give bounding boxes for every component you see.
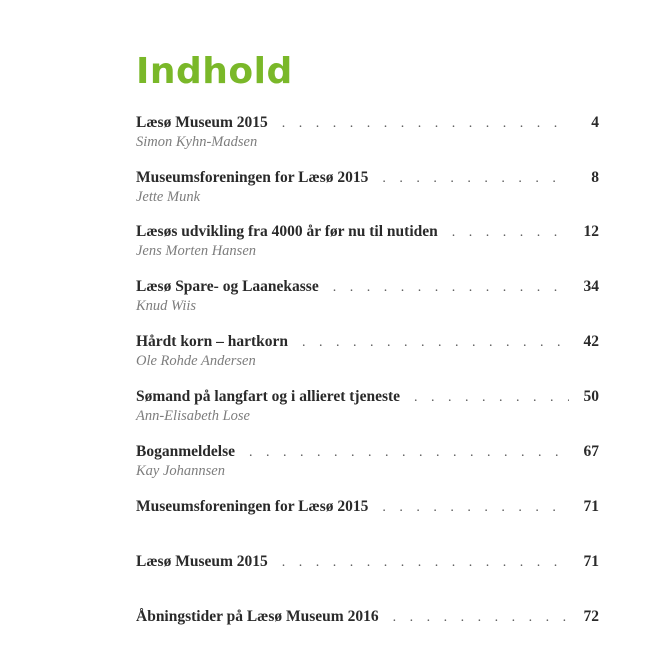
toc-entry-title: Boganmeldelse <box>136 443 236 460</box>
dot-leader <box>268 553 569 573</box>
toc-entry-title: Læsø Museum 2015 <box>136 553 268 570</box>
dot-leader <box>268 114 569 134</box>
toc-entry-line <box>136 497 599 517</box>
dot-leader <box>235 443 569 463</box>
toc-entry-title: Læsø Museum 2015 <box>136 114 268 131</box>
toc-entry-title: Hårdt korn – hartkorn <box>136 333 288 350</box>
toc-entry-line <box>136 442 599 462</box>
toc-entry-page: 42 <box>583 333 599 350</box>
toc-entry-title: Museumsforeningen for Læsø 2015 <box>136 498 369 515</box>
toc-entry-line <box>136 168 599 188</box>
toc-entry-line <box>136 277 599 297</box>
toc-entry-author: Ole Rohde Andersen <box>136 353 256 369</box>
dot-leader <box>438 223 569 243</box>
dot-leader <box>319 278 569 298</box>
toc-entry-title: Museumsforeningen for Læsø 2015 <box>136 169 369 186</box>
toc-entry-line <box>136 113 599 133</box>
toc-entry-line <box>136 332 599 352</box>
dot-leader <box>400 388 569 408</box>
dot-leader <box>368 498 569 518</box>
toc-entry-page: 72 <box>583 608 599 625</box>
toc-entry-title: Læsø Spare- og Laanekasse <box>136 278 319 295</box>
toc-entry <box>136 168 599 207</box>
toc-entry-line <box>136 552 599 572</box>
toc-entry-author: Kay Johannsen <box>136 463 225 479</box>
toc-entry-title: Læsøs udvikling fra 4000 år før nu til nutiden <box>136 223 438 240</box>
toc-entry <box>136 442 599 481</box>
toc-entry-author: Simon Kyhn-Madsen <box>136 134 258 150</box>
toc-entry-line <box>136 607 599 627</box>
toc-entry-line <box>136 387 599 407</box>
dot-leader <box>368 169 569 189</box>
toc-entry-page: 12 <box>583 223 599 240</box>
toc-entry-author: Jens Morten Hansen <box>136 243 257 259</box>
toc-entry-author: Knud Wiis <box>136 298 197 314</box>
toc-entry-line <box>136 222 599 242</box>
toc-entry <box>136 552 599 572</box>
dot-leader <box>379 608 569 628</box>
toc-entry-title: Åbningstider på Læsø Museum 2016 <box>136 608 379 625</box>
toc-entry <box>136 332 599 371</box>
page-title: Indhold <box>136 51 293 92</box>
dot-leader <box>288 333 569 353</box>
toc-entry-page: 67 <box>583 443 599 460</box>
toc-entry-page: 71 <box>583 498 599 515</box>
toc-entry <box>136 607 599 627</box>
toc-entry <box>136 277 599 316</box>
toc-entry-title: Sømand på langfart og i allieret tjeneste <box>136 388 401 405</box>
toc-entry <box>136 222 599 261</box>
toc-entry-page: 71 <box>583 553 599 570</box>
toc-entry-page: 4 <box>591 114 599 131</box>
toc-entry <box>136 387 599 426</box>
toc-entry <box>136 497 599 517</box>
toc-entry-page: 50 <box>583 388 599 405</box>
toc-entry-author: Ann-Elisabeth Lose <box>136 408 250 424</box>
toc-entry-author: Jette Munk <box>136 189 201 205</box>
toc-entry <box>136 113 599 152</box>
toc-entry-page: 8 <box>591 169 599 186</box>
toc-entry-page: 34 <box>583 278 599 295</box>
